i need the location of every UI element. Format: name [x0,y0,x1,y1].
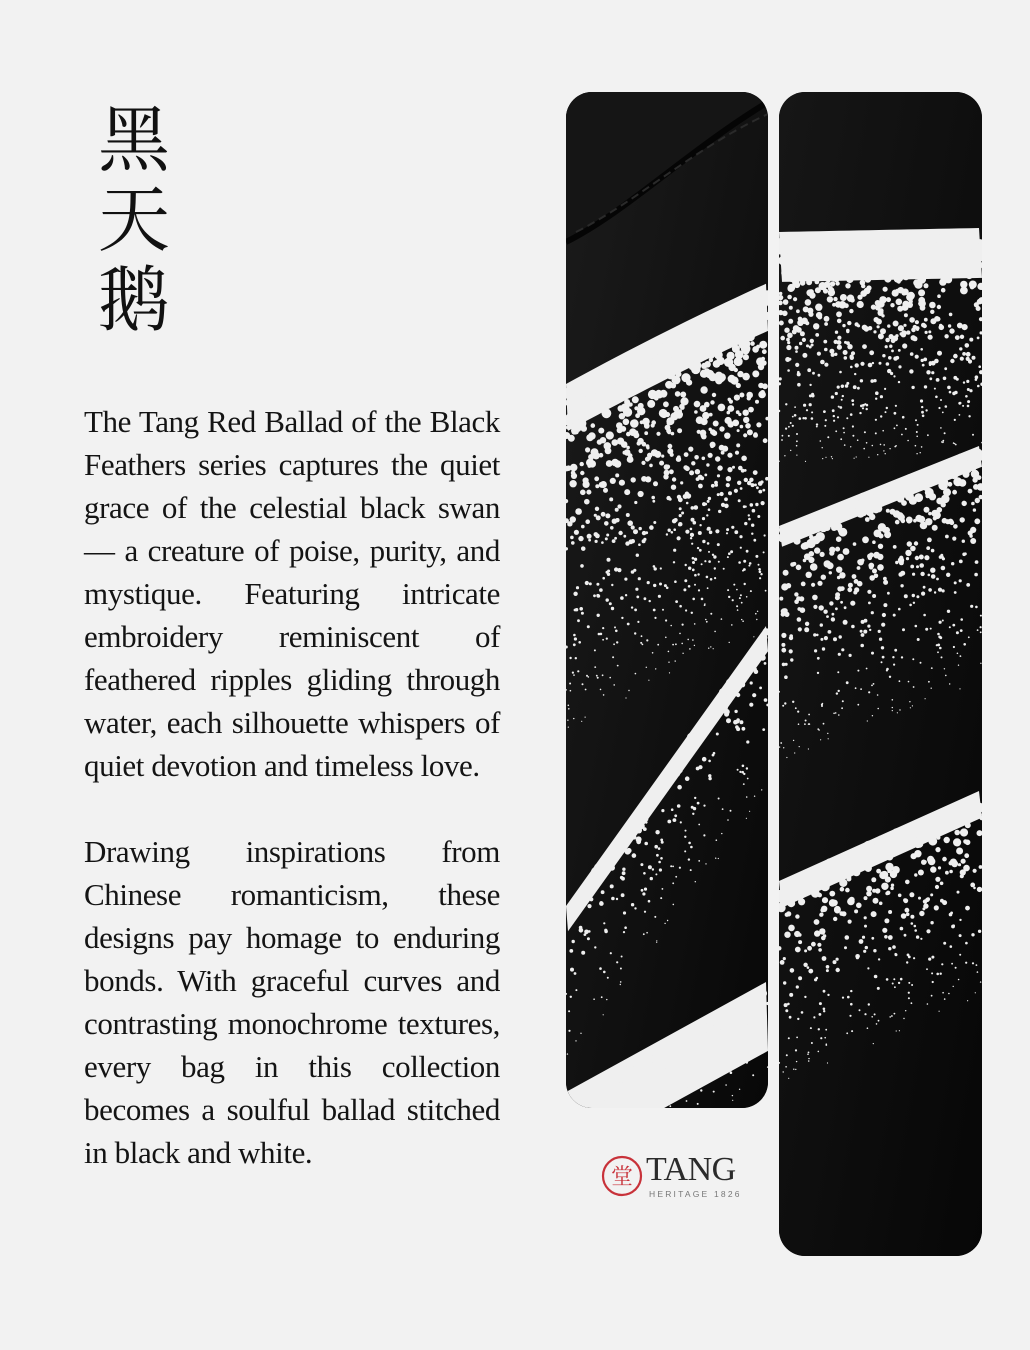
seal-char: 堂 [610,1165,634,1190]
left-product-image [566,92,768,1108]
description-paragraph: The Tang Red Ballad of the Black Feathers series captures the quiet grace of the celestial black swan — a creature of poise, purity, and mystique. Featuring intricate embroidery reminiscent of feathered ripples gliding through water, each silhouette whispers of quiet devotion and timeless love. [84,404,500,783]
title-char: 天 [97,178,170,262]
right-product-image [779,92,982,1256]
title-char: 黑 [97,98,170,182]
embroidery-photo-right [779,92,982,1256]
tang-logo [600,1148,750,1204]
title-char: 鹅 [97,258,170,342]
description [84,400,500,1174]
logo-name: TANG [646,1151,736,1188]
vertical-title [92,100,176,340]
seal-icon [600,1154,644,1198]
embroidery-photo-left [566,92,768,1108]
logo-subtitle: HERITAGE 1826 [649,1189,742,1199]
description-paragraph: Drawing inspirations from Chinese romanticism, these designs pay homage to enduring bonds. With graceful curves and contrasting monochrome textures, every bag in this collection becomes a soulful ballad stitched in black and white. [84,834,500,1170]
